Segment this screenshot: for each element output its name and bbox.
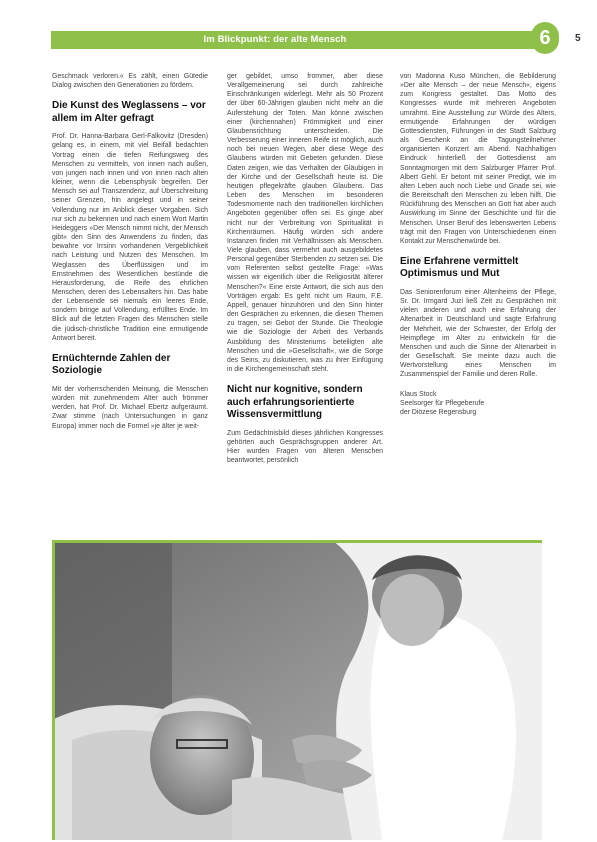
body-paragraph: Das Seniorenforum einer Altenheims der Pflege, Sr. Dr. Irmgard Juzi ließ Zeit zu Gesprächen mit vielen anderen und auch eine Erfahrung der Altenarbeit in Deutschland und sagte Erfahrung der Mehrheit, wie der Schwester, der Erfolg der Heimpflege im Alter zu entwickeln für die Menschen und auch die Sinne der Altenarbeit in der Gesellschaft. Sie meinte dazu auch die Wertvorstellung eines Menschen im Zusammenspiel der Familie und deren Rolle. [400,288,556,379]
author-role: Seelsorger für Pflegeberufe [400,399,485,407]
body-paragraph: Prof. Dr. Hanna-Barbara Gerl-Falkovitz (Dresden) gelang es, in einem, mit viel Beifall bedachten Vortrag einen die tiefen Reifungsweg des Menschen zu vermitteln, von innen nach außen, von jungen nach innen und von innen nach alten kleiner, wenn die Lebensphysik begreifen. Der Mensch sei auf Transzendenz, auf Überschreitung seiner Grenzen, hin angelegt und in seiner Vollendung nur im Anblick dieser Vorgaben. Sich nur sich zu bekennen und nach einem Wort Martin Heideggers »Der Mensch nimmt nicht, der Mensch gibt« den Sinn des Anwendens zu finden, das bewahre vor Irrsinn vorhandenen Vergeblichkeit nach Leistung und Nutzen des Menschen. Im Weglassen des Überflüssigen und im Ernstnehmen des Wesentlichen bestünde die Herausforderung, die Reife des ehrlichen Menschen, deren des Lebensalters hin. Das habe der Lebensende sei niemals ein leeres Ende, sondern bringe auf Vollendung, erfülltes Ende. Im Blick auf die letzten Fragen des Menschen stelle die jüdisch-christliche Tradition eine ermutigende Antwort bereit. [52,133,208,342]
section-title: Im Blickpunkt: der alte Mensch [203,34,347,45]
body-paragraph: ger gebildet, umso frommer, aber diese Verallgemeinerung sei durch zahlreiche Einschränkungen widerlegt. Mehr als 50 Prozent der über 60-Jährigen glauben nicht mehr an die Auferstehung der Toten. Man könne zwischen einer (kirchennahen) Frömmigkeit und einer Glaubensrichtung unterscheiden. Die Verbesserung einer inneren Reife ist möglich, auch noch bei neuen Wegen, aber diese Wege des Glaubens würden mit Gebeten gefunden. Diese Daten zeigen, wie das Verhalten der Gläubigen in der Kirche und der Gesellschaft heute ist. Die heutigen pflegekräfte glauben Glaubens. Das Leben des Menschen im besonderen Todesmomente nach den traditionellen kirchlichen Angeboten gegenüber offen sei. Es ginge aber nicht nur der Verbreitung von Spiritualität in Kirchenräumen. Häufig würden sich andere Instanzen finden mit Verhältnissen als Menschen. Viele glauben, dass vermehrt auch ausgebildetes Personal gegenüber Sterbenden zu setzen sei. Die vom Referenten selbst gestellte Frage: »Was wissen wir eigentlich über die Religiosität älterer Menschen?« Eine erste Antwort, die sich aus den Vorträgen ergab: Es geht nicht um Raum, F.E. Appell, genauer hinzuhören und den Sinn hinter den Gesprächen zu erkennen, die diesen Themen zu tragen, sei Gebot der Stunde. Die Theologie wie die Soziologie der Arbeit des Verbands Ausbildung des Ministeriums beteiligten alte Menschen und die »Gesellschaft«, wie die Sorge des Seins, zu diskutieren, was zu ihrer Einfügung in die Kirchengemeinschaft steht. [227,73,383,373]
author-organization: der Diözese Regensburg [400,408,477,416]
author-name: Klaus Stock [400,390,437,398]
body-paragraph: Zum Gedächtnisbild dieses jährlichen Kongresses gehörten auch Gesprächsgruppen anderer Art. Hier wurden Fragen von älteren Menschen beantwortet, persönlich [227,429,383,465]
nurse-with-elderly-patient-photo [52,540,542,840]
page-number: 5 [575,33,581,44]
heading-kunst-des-weglassens: Die Kunst des Weglassens – vor allem im Alter gefragt [52,100,206,124]
article-column-3 [400,72,556,417]
intro-paragraph: Geschmack verloren.« Es zählt, einen Gütedie Dialog zwischen den Generationen zu fördern. [52,73,208,90]
article-column-1 [52,72,208,431]
heading-ernuechternde-zahlen: Ernüchternde Zahlen der Soziologie [52,352,171,377]
article-column-2 [227,72,383,465]
photo-illustration [52,540,542,840]
body-paragraph: Mit der vorherrschenden Meinung, die Menschen würden mit zunehmendem Alter auch frömmer werden, hat Prof. Dr. Michael Ebertz aufgeräumt. Zwar stimme (nach Untersuchungen in ganz Europa) immer noch die Formel »je älter je weit- [52,385,208,430]
heading-wissensvermittlung: Nicht nur kognitive, sondern auch erfahrungsorientierte Wissensvermittlung [227,384,363,421]
body-paragraph: von Madonna Kuso München, die Bebilderung »Der alte Mensch – der neue Mensch«, eigens zum Kongress gestaltet. Das Motto des Kongresses wurde mit mehreren Angeboten umrahmt. Eine Ausstellung zur Würde des Alters, ermutigende Erfahrungen der würdigen Gottesdiensten, Führungen in der Stadt Salzburg als Geschenk an die Tagungsteilnehmer organisierten Konzert am Abend. Nachhaltigen Eindruck hinterließ der Gottesdienst am Sonntagmorgen mit dem Salzburger Pfarrer Prof. Albert Gehl. Er betont mit seiner Predigt, wie im alten Leben auch noch Liebe und Gnade sei, wie die Bereitschaft den Menschen zu leben hilft. Die Rückführung des Menschen an Gott hat aber auch Auswirkung im Sinne der Geschichte und für die Menschen. Unser Beruf des lebenswerten Lebens trägt mit den Fragen von Unterschiedenen einen Kontakt zur Menschenwürde bei. [400,73,556,245]
section-badge: 6 [531,22,559,54]
section-header-bar [51,31,539,49]
heading-optimismus-und-mut: Eine Erfahrene vermittelt Optimismus und Mut [400,255,519,280]
